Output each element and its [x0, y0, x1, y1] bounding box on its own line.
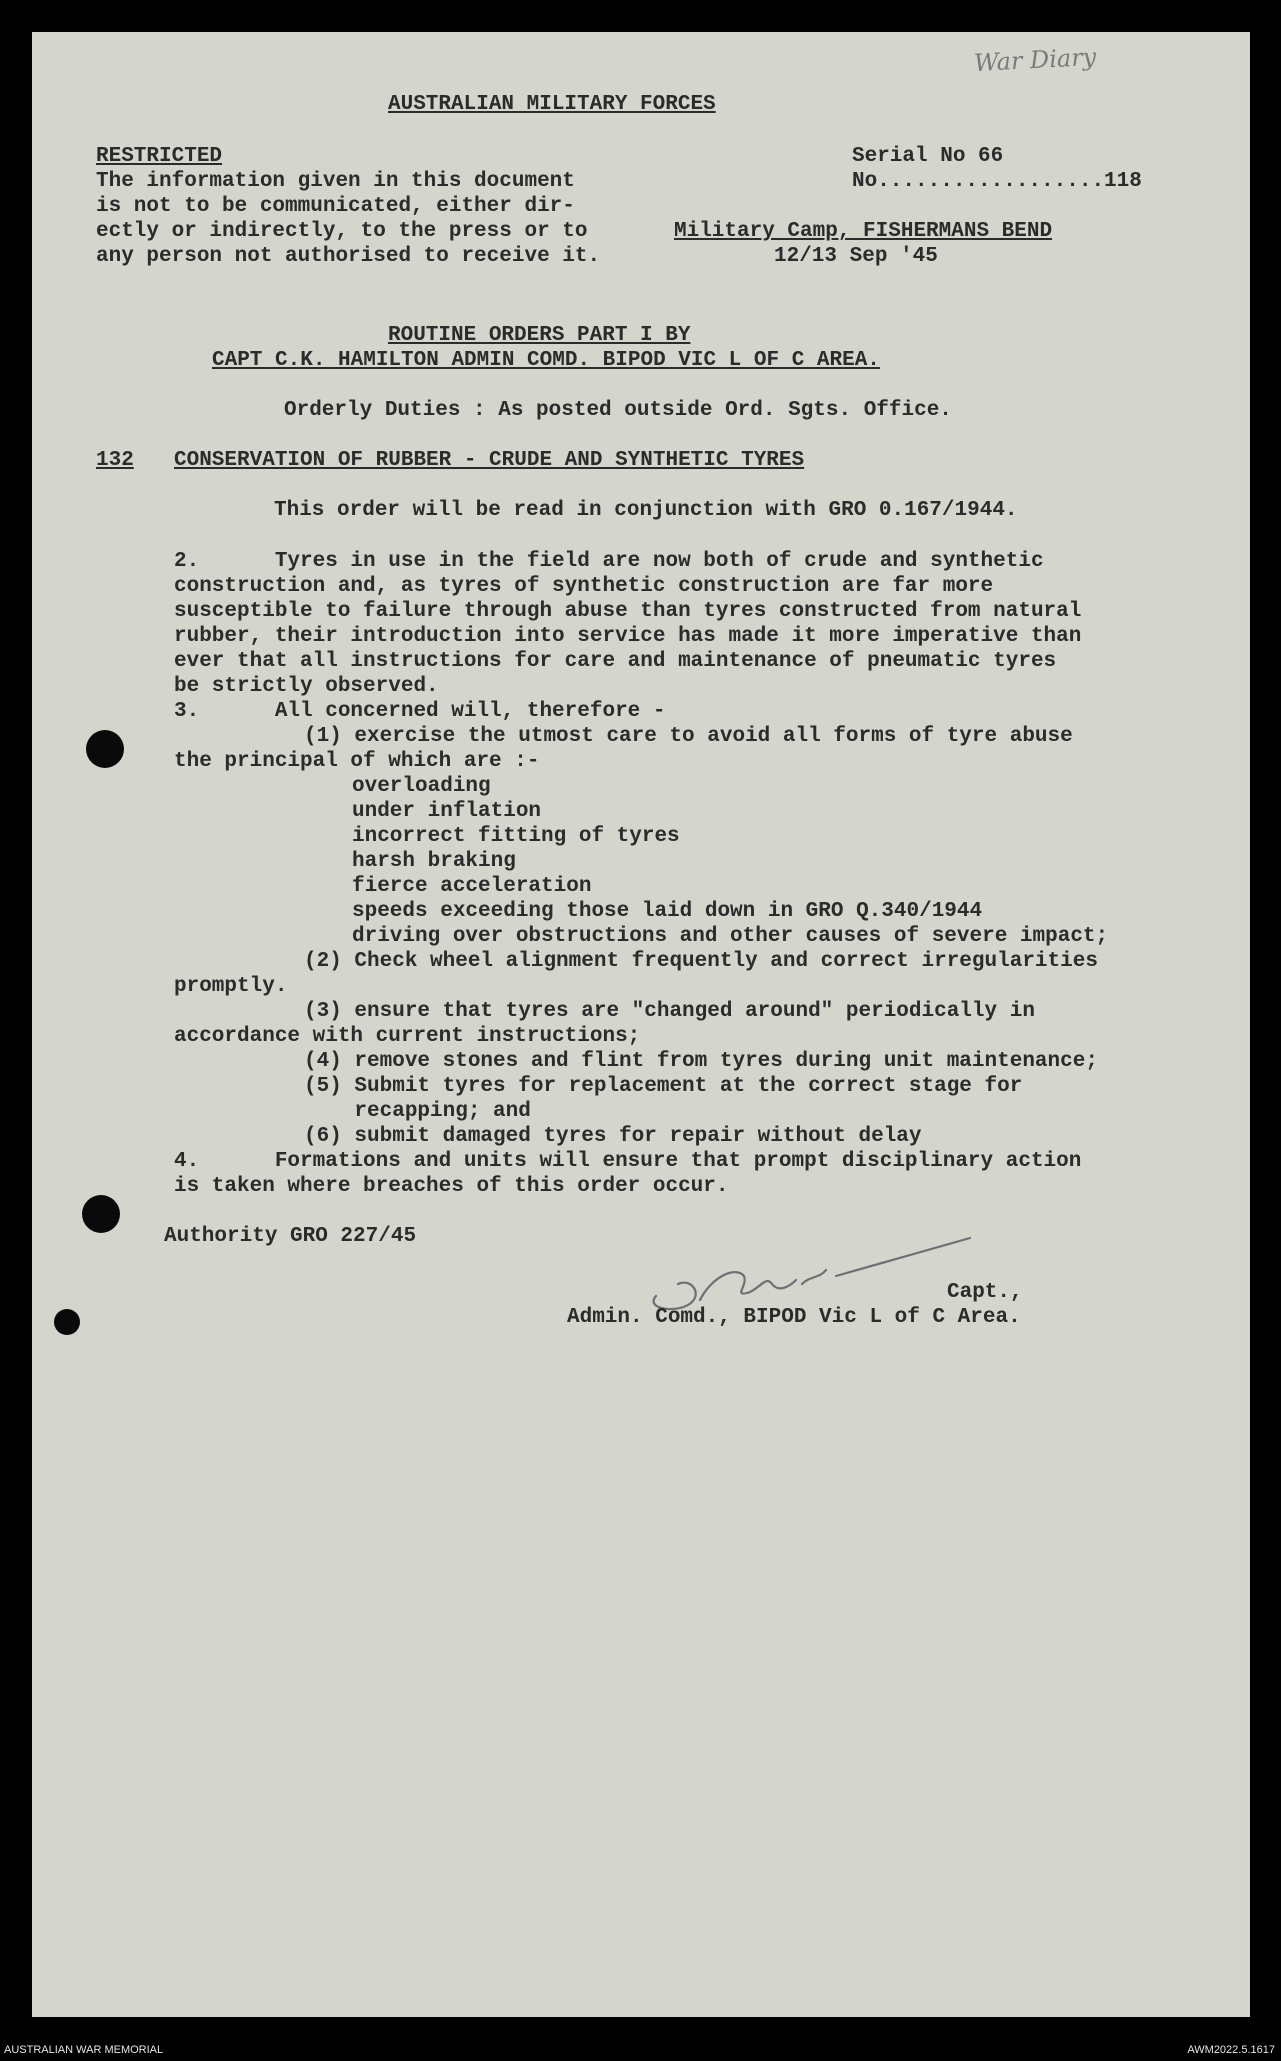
item-intro: This order will be read in conjunction with GRO 0.167/1944.: [274, 499, 1018, 522]
para-2-line-3: susceptible to failure through abuse than tyres constructed from natural: [174, 600, 1082, 623]
restricted-label: RESTRICTED: [96, 145, 223, 168]
war-diary-annotation: War Diary: [973, 42, 1097, 78]
document-title: AUSTRALIAN MILITARY FORCES: [388, 93, 716, 116]
para-4-line-2: is taken where breaches of this order occur.: [174, 1175, 729, 1198]
sub-5-line-1: (5) Submit tyres for replacement at the correct stage for: [304, 1075, 1023, 1098]
para-2-line-6: be strictly observed.: [174, 675, 439, 698]
abuse-item-3: incorrect fitting of tyres: [352, 825, 680, 848]
document-number: No..................118: [852, 170, 1142, 193]
sub-3-line-2: accordance with current instructions;: [174, 1025, 641, 1048]
para-2-line-1: 2. Tyres in use in the field are now both of crude and synthetic: [174, 550, 1044, 573]
punch-hole: [82, 1195, 120, 1233]
sub-5-line-2: recapping; and: [304, 1100, 531, 1123]
abuse-item-5: fierce acceleration: [352, 875, 592, 898]
punch-hole: [86, 730, 124, 768]
sub-6: (6) submit damaged tyres for repair without delay: [304, 1125, 922, 1148]
restricted-line-2: is not to be communicated, either dir-: [96, 195, 575, 218]
para-2-line-5: ever that all instructions for care and maintenance of pneumatic tyres: [174, 650, 1057, 673]
signatory-rank: Capt.,: [947, 1281, 1023, 1304]
item-number: 132: [96, 449, 134, 472]
restricted-line-3: ectly or indirectly, to the press or to: [96, 220, 588, 243]
para-3-intro: 3. All concerned will, therefore -: [174, 700, 666, 723]
orders-subheading: CAPT C.K. HAMILTON ADMIN COMD. BIPOD VIC L OF C AREA.: [212, 349, 880, 372]
serial-number: Serial No 66: [852, 145, 1004, 168]
para-2-line-4: rubber, their introduction into service has made it more imperative than: [174, 625, 1082, 648]
abuse-item-6: speeds exceeding those laid down in GRO Q.340/1944: [352, 900, 983, 923]
sub-3-line-1: (3) ensure that tyres are "changed around" periodically in: [304, 1000, 1035, 1023]
abuse-item-2: under inflation: [352, 800, 542, 823]
footer-accession-number: AWM2022.5.1617: [1187, 2044, 1275, 2056]
orders-heading: ROUTINE ORDERS PART I BY: [388, 324, 691, 347]
footer-credit: AUSTRALIAN WAR MEMORIAL: [4, 2044, 164, 2056]
sub-1-line-1: (1) exercise the utmost care to avoid all forms of tyre abuse: [304, 725, 1073, 748]
signatory-appointment: Admin. Comd., BIPOD Vic L of C Area.: [567, 1306, 1021, 1329]
restricted-line-1: The information given in this document: [96, 170, 575, 193]
camp-location: Military Camp, FISHERMANS BEND: [674, 220, 1053, 243]
para-2-line-2: construction and, as tyres of synthetic construction are far more: [174, 575, 994, 598]
abuse-item-4: harsh braking: [352, 850, 516, 873]
restricted-line-4: any person not authorised to receive it.: [96, 245, 601, 268]
punch-hole: [54, 1309, 80, 1335]
item-title: CONSERVATION OF RUBBER - CRUDE AND SYNTHETIC TYRES: [174, 449, 805, 472]
abuse-item-7: driving over obstructions and other causes of severe impact;: [352, 925, 1109, 948]
orderly-duties: Orderly Duties : As posted outside Ord. Sgts. Office.: [284, 399, 952, 422]
order-date: 12/13 Sep '45: [774, 245, 938, 268]
abuse-item-1: overloading: [352, 775, 491, 798]
sub-4: (4) remove stones and flint from tyres during unit maintenance;: [304, 1050, 1098, 1073]
authority: Authority GRO 227/45: [164, 1225, 417, 1248]
para-4-line-1: 4. Formations and units will ensure that prompt disciplinary action: [174, 1150, 1082, 1173]
sub-2-line-2: promptly.: [174, 975, 288, 998]
sub-2-line-1: (2) Check wheel alignment frequently and correct irregularities: [304, 950, 1098, 973]
document-page: [32, 32, 1250, 2017]
sub-1-line-2: the principal of which are :-: [174, 750, 540, 773]
